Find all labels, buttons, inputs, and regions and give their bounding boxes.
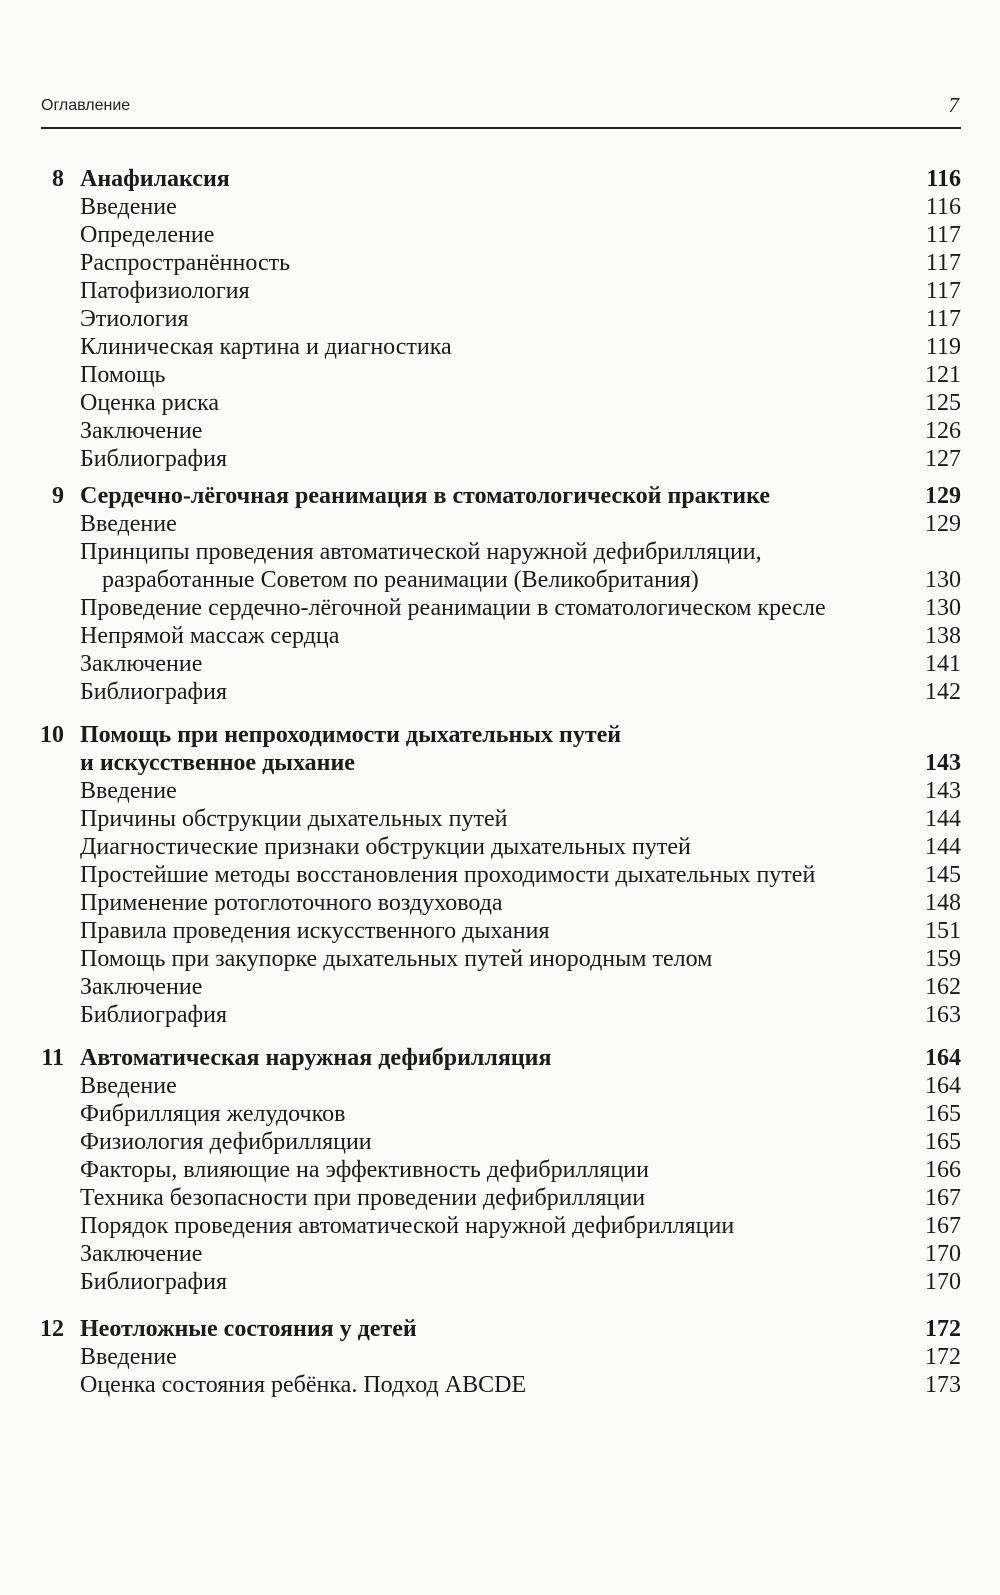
toc-entry[interactable] <box>0 332 1000 362</box>
toc-entry-continuation[interactable] <box>0 565 1000 595</box>
entry-title: Помощь при закупорке дыхательных путей инородным телом <box>80 946 713 972</box>
toc-entry[interactable] <box>0 1370 1000 1400</box>
entry-page: 172 <box>925 1344 961 1370</box>
chapter-page: 129 <box>925 483 961 509</box>
entry-page: 165 <box>925 1129 961 1155</box>
entry-title: Оценка состояния ребёнка. Подход ABCDE <box>80 1372 527 1398</box>
entry-page: 151 <box>925 918 961 944</box>
chapter-title: Сердечно-лёгочная реанимация в стоматологической практике <box>80 483 770 509</box>
toc-entry[interactable] <box>0 621 1000 651</box>
entry-title: Библиография <box>80 1269 227 1295</box>
entry-page: 165 <box>925 1101 961 1127</box>
toc-entry[interactable] <box>0 416 1000 446</box>
toc-entry[interactable] <box>0 888 1000 918</box>
entry-title: Библиография <box>80 446 227 472</box>
entry-page: 117 <box>925 278 961 304</box>
chapter-title-continuation: и искусственное дыхание <box>80 750 355 776</box>
entry-title: Непрямой массаж сердца <box>80 623 340 649</box>
entry-title: Применение ротоглоточного воздуховода <box>80 890 503 916</box>
toc-entry[interactable] <box>0 649 1000 679</box>
toc-entry[interactable] <box>0 944 1000 974</box>
entry-title: Оценка риска <box>80 390 220 416</box>
entry-title: Принципы проведения автоматической наружной дефибрилляции, <box>80 539 762 565</box>
entry-title: Библиография <box>80 1002 227 1028</box>
entry-page: 145 <box>925 862 961 888</box>
entry-title: Введение <box>80 511 177 537</box>
toc-entry[interactable] <box>0 916 1000 946</box>
toc-entry[interactable] <box>0 1099 1000 1129</box>
running-head-title: Оглавление <box>41 97 131 114</box>
chapter-title: Автоматическая наружная дефибрилляция <box>80 1045 552 1071</box>
chapter-heading[interactable] <box>0 1043 1000 1073</box>
toc-entry[interactable] <box>0 1267 1000 1297</box>
chapter-number: 10 <box>40 722 64 748</box>
toc-entry[interactable] <box>0 1342 1000 1372</box>
toc-entry[interactable] <box>0 1155 1000 1185</box>
chapter-number: 11 <box>41 1045 64 1071</box>
entry-page: 141 <box>925 651 961 677</box>
chapter-heading[interactable] <box>0 481 1000 511</box>
entry-title: Порядок проведения автоматической наружной дефибрилляции <box>80 1213 735 1239</box>
entry-page: 130 <box>925 567 961 593</box>
chapter-heading[interactable] <box>0 720 1000 750</box>
toc-entry[interactable] <box>0 276 1000 306</box>
entry-title: Заключение <box>80 974 203 1000</box>
entry-page: 126 <box>925 418 961 444</box>
chapter-heading[interactable] <box>0 1314 1000 1344</box>
toc-entry[interactable] <box>0 388 1000 418</box>
toc-entry[interactable] <box>0 1211 1000 1241</box>
running-head-page-number: 7 <box>948 93 959 117</box>
entry-title: Проведение сердечно-лёгочной реанимации в стоматологическом кресле <box>80 595 826 621</box>
entry-page: 125 <box>925 390 961 416</box>
chapter-number: 8 <box>52 166 64 192</box>
entry-page: 129 <box>925 511 961 537</box>
chapter-number: 12 <box>40 1316 64 1342</box>
toc-entry[interactable] <box>0 1071 1000 1101</box>
entry-page: 117 <box>925 250 961 276</box>
entry-page: 167 <box>925 1185 961 1211</box>
entry-title: Правила проведения искусственного дыхания <box>80 918 550 944</box>
chapter-page: 172 <box>925 1316 961 1342</box>
chapter-heading-continuation[interactable] <box>0 748 1000 778</box>
entry-page: 127 <box>925 446 961 472</box>
toc-entry[interactable] <box>0 677 1000 707</box>
entry-title: Определение <box>80 222 215 248</box>
entry-title-continuation: разработанные Советом по реанимации (Великобритания) <box>102 567 699 593</box>
entry-title: Физиология дефибрилляции <box>80 1129 372 1155</box>
entry-title: Заключение <box>80 651 203 677</box>
entry-page: 163 <box>925 1002 961 1028</box>
entry-title: Распространённость <box>80 250 291 276</box>
entry-page: 143 <box>925 778 961 804</box>
toc-entry[interactable] <box>0 972 1000 1002</box>
entry-page: 138 <box>925 623 961 649</box>
chapter-page: 143 <box>925 750 961 776</box>
chapter-heading[interactable] <box>0 164 1000 194</box>
chapter-page: 164 <box>925 1045 961 1071</box>
entry-title: Этиология <box>80 306 189 332</box>
toc-entry[interactable] <box>0 444 1000 474</box>
chapter-number: 9 <box>52 483 64 509</box>
entry-title: Причины обструкции дыхательных путей <box>80 806 508 832</box>
toc-entry[interactable] <box>0 220 1000 250</box>
entry-title: Заключение <box>80 418 203 444</box>
entry-page: 116 <box>925 194 961 220</box>
entry-title: Библиография <box>80 679 227 705</box>
entry-page: 119 <box>925 334 961 360</box>
entry-page: 142 <box>925 679 961 705</box>
entry-page: 170 <box>925 1241 961 1267</box>
entry-page: 167 <box>925 1213 961 1239</box>
toc-entry[interactable] <box>0 304 1000 334</box>
entry-page: 159 <box>925 946 961 972</box>
toc-entry[interactable] <box>0 593 1000 623</box>
chapter-title: Анафилаксия <box>80 166 230 192</box>
toc-entry[interactable] <box>0 509 1000 539</box>
entry-page: 144 <box>925 806 961 832</box>
entry-title: Введение <box>80 1344 177 1370</box>
entry-title: Помощь <box>80 362 166 388</box>
toc-entry[interactable] <box>0 804 1000 834</box>
toc-entry[interactable] <box>0 1239 1000 1269</box>
toc-entry[interactable] <box>0 248 1000 278</box>
entry-title: Патофизиология <box>80 278 250 304</box>
entry-title: Техника безопасности при проведении дефибрилляции <box>80 1185 646 1211</box>
entry-page: 162 <box>925 974 961 1000</box>
toc-entry[interactable] <box>0 860 1000 890</box>
entry-page: 117 <box>925 222 961 248</box>
entry-title: Введение <box>80 194 177 220</box>
entry-page: 166 <box>925 1157 961 1183</box>
entry-title: Фибрилляция желудочков <box>80 1101 346 1127</box>
toc-entry[interactable] <box>0 537 1000 567</box>
toc-entry[interactable] <box>0 1183 1000 1213</box>
entry-page: 130 <box>925 595 961 621</box>
entry-page: 164 <box>925 1073 961 1099</box>
toc-entry[interactable] <box>0 360 1000 390</box>
entry-title: Заключение <box>80 1241 203 1267</box>
toc-entry[interactable] <box>0 776 1000 806</box>
entry-page: 144 <box>925 834 961 860</box>
entry-title: Простейшие методы восстановления проходимости дыхательных путей <box>80 862 816 888</box>
chapter-title: Неотложные состояния у детей <box>80 1316 417 1342</box>
entry-title: Введение <box>80 1073 177 1099</box>
toc-entry[interactable] <box>0 832 1000 862</box>
entry-page: 121 <box>925 362 961 388</box>
entry-title: Введение <box>80 778 177 804</box>
toc-entry[interactable] <box>0 1000 1000 1030</box>
chapter-page: 116 <box>926 166 961 192</box>
entry-title: Факторы, влияющие на эффективность дефибрилляции <box>80 1157 649 1183</box>
toc-entry[interactable] <box>0 1127 1000 1157</box>
entry-title: Клиническая картина и диагностика <box>80 334 452 360</box>
entry-page: 117 <box>925 306 961 332</box>
chapter-title: Помощь при непроходимости дыхательных путей <box>80 722 622 748</box>
toc-entry[interactable] <box>0 192 1000 222</box>
entry-page: 173 <box>925 1372 961 1398</box>
entry-title: Диагностические признаки обструкции дыхательных путей <box>80 834 691 860</box>
entry-page: 170 <box>925 1269 961 1295</box>
entry-page: 148 <box>925 890 961 916</box>
